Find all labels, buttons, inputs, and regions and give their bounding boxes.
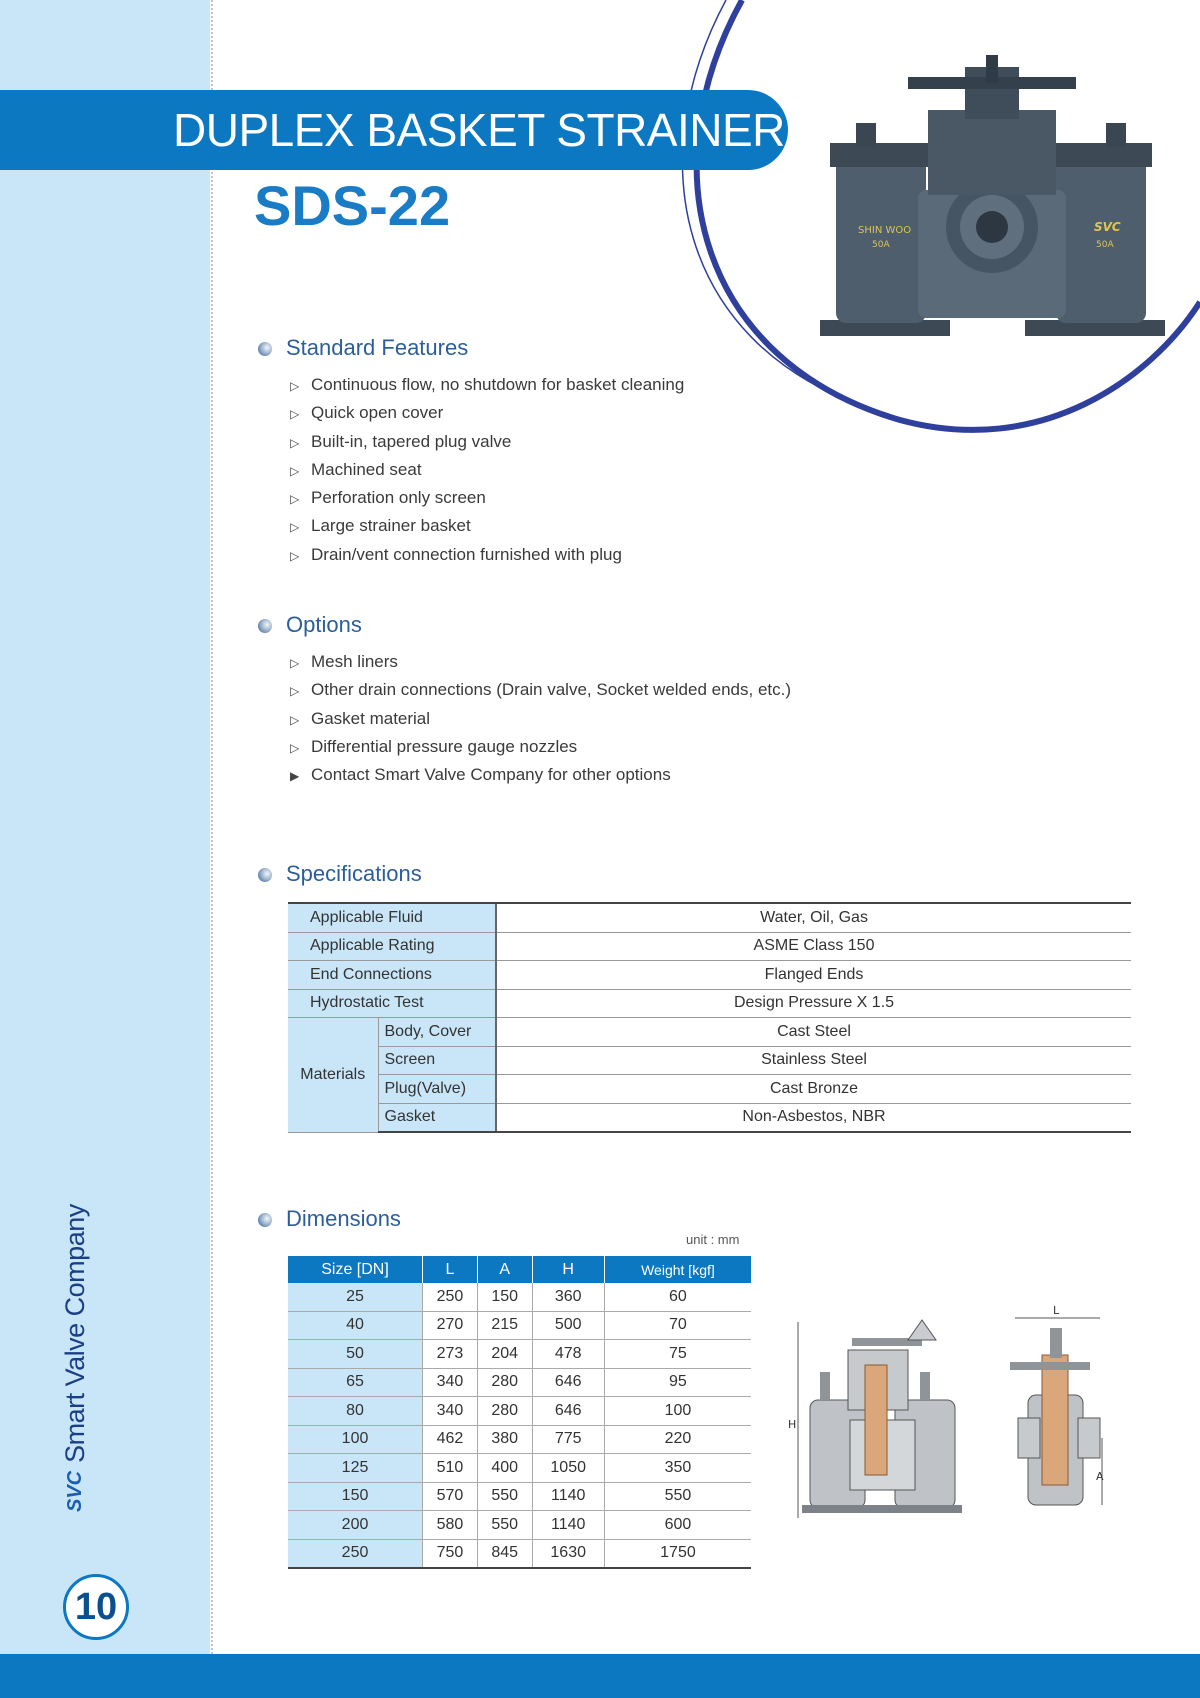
dimension-cell: 150	[477, 1283, 532, 1311]
dimension-cell: 646	[532, 1368, 604, 1397]
table-row	[288, 1340, 751, 1369]
material-part: Screen	[378, 1046, 496, 1075]
options-heading: Options	[258, 611, 362, 639]
standard-features-heading: Standard Features	[258, 334, 468, 362]
list-item: ▷ Differential pressure gauge nozzles	[290, 733, 791, 761]
dimension-cell: 1140	[532, 1482, 604, 1511]
dimension-cell: 580	[423, 1511, 478, 1540]
solid-triangle-bullet-icon: ▶	[290, 769, 300, 784]
table-row	[288, 932, 1131, 961]
drawing-label-h: H	[788, 1418, 797, 1431]
dimension-cell: 550	[477, 1511, 532, 1540]
options-list	[290, 648, 791, 789]
material-value: Cast Steel	[496, 1018, 1131, 1047]
column-header: A	[477, 1256, 532, 1283]
dimension-cell: 1050	[532, 1454, 604, 1483]
table-row	[288, 1511, 751, 1540]
drawing-label-l: L	[1053, 1304, 1060, 1317]
list-item: ▷ Other drain connections (Drain valve, Socket welded ends, etc.)	[290, 676, 791, 704]
product-photo	[820, 55, 1200, 345]
dimension-cell: 570	[423, 1482, 478, 1511]
photo-marking-right: SVC	[1094, 220, 1121, 234]
dimension-cell: 340	[423, 1397, 478, 1426]
dimension-cell: 400	[477, 1454, 532, 1483]
dimension-cell: 220	[604, 1425, 751, 1454]
model-number: SDS-22	[254, 174, 451, 237]
materials-label: Materials	[288, 1018, 378, 1133]
dimension-cell: 280	[477, 1368, 532, 1397]
dimension-drawing	[780, 1300, 1110, 1530]
dimension-cell: 100	[604, 1397, 751, 1426]
list-item: ▷ Quick open cover	[290, 399, 684, 427]
spec-label: End Connections	[288, 961, 496, 990]
dimensions-table-body	[288, 1283, 751, 1568]
section-bullet-icon	[258, 868, 272, 882]
dimension-cell: 1630	[532, 1539, 604, 1568]
spec-label: Applicable Fluid	[288, 903, 496, 932]
dimension-cell: 380	[477, 1425, 532, 1454]
size-cell: 80	[288, 1397, 423, 1426]
dimension-cell: 500	[532, 1311, 604, 1340]
table-row	[288, 903, 1131, 932]
list-item: ▶ Contact Smart Valve Company for other options	[290, 761, 791, 789]
dimension-cell: 360	[532, 1283, 604, 1311]
size-cell: 65	[288, 1368, 423, 1397]
triangle-bullet-icon: ▷	[290, 740, 300, 755]
size-cell: 150	[288, 1482, 423, 1511]
table-row	[288, 1368, 751, 1397]
triangle-bullet-icon: ▷	[290, 407, 300, 422]
column-header: Size [DN]	[288, 1256, 423, 1283]
list-item: ▷ Gasket material	[290, 705, 791, 733]
size-cell: 250	[288, 1539, 423, 1568]
page-number: 10	[63, 1574, 129, 1640]
table-row	[288, 1075, 1131, 1104]
triangle-bullet-icon: ▷	[290, 435, 300, 450]
table-row	[288, 989, 1131, 1018]
triangle-bullet-icon: ▷	[290, 548, 300, 563]
size-cell: 200	[288, 1511, 423, 1540]
dimension-cell: 215	[477, 1311, 532, 1340]
dimension-cell: 462	[423, 1425, 478, 1454]
size-cell: 100	[288, 1425, 423, 1454]
table-row	[288, 1454, 751, 1483]
dimension-cell: 280	[477, 1397, 532, 1426]
company-name: Smart Valve Company	[60, 1204, 90, 1463]
unit-note: unit : mm	[686, 1232, 740, 1247]
dimension-cell: 600	[604, 1511, 751, 1540]
dimension-cell: 1750	[604, 1539, 751, 1568]
dimension-cell: 775	[532, 1425, 604, 1454]
company-logo: SVC	[64, 1470, 86, 1512]
table-row	[288, 1425, 751, 1454]
triangle-bullet-icon: ▷	[290, 379, 300, 393]
dimension-cell: 273	[423, 1340, 478, 1369]
material-value: Cast Bronze	[496, 1075, 1131, 1104]
column-header: H	[532, 1256, 604, 1283]
dimension-cell: 75	[604, 1340, 751, 1369]
specifications-heading: Specifications	[258, 860, 422, 888]
triangle-bullet-icon: ▷	[290, 520, 300, 535]
size-cell: 50	[288, 1340, 423, 1369]
dimension-cell: 270	[423, 1311, 478, 1340]
section-bullet-icon	[258, 342, 272, 356]
table-header-row	[288, 1256, 751, 1283]
dimension-cell: 550	[604, 1482, 751, 1511]
section-bullet-icon	[258, 619, 272, 633]
spec-value: Water, Oil, Gas	[496, 903, 1131, 932]
list-item: ▷ Large strainer basket	[290, 512, 684, 540]
table-row	[288, 1046, 1131, 1075]
size-cell: 25	[288, 1283, 423, 1311]
size-cell: 125	[288, 1454, 423, 1483]
dimensions-table	[288, 1256, 751, 1569]
table-row	[288, 1539, 751, 1568]
spec-value: Design Pressure X 1.5	[496, 989, 1131, 1018]
standard-features-list	[290, 371, 684, 569]
page-title: DUPLEX BASKET STRAINER	[173, 104, 785, 156]
specifications-table	[288, 902, 1131, 1133]
spec-value: Flanged Ends	[496, 961, 1131, 990]
dimension-cell: 845	[477, 1539, 532, 1568]
table-row	[288, 1018, 1131, 1047]
photo-marking-left: SHIN WOO	[858, 225, 912, 236]
dimension-cell: 95	[604, 1368, 751, 1397]
spec-label: Applicable Rating	[288, 932, 496, 961]
dimension-cell: 250	[423, 1283, 478, 1311]
dimension-cell: 1140	[532, 1511, 604, 1540]
triangle-bullet-icon: ▷	[290, 463, 300, 478]
table-row	[288, 1482, 751, 1511]
photo-marking-left-sub: 50A	[872, 240, 890, 250]
table-row	[288, 1103, 1131, 1132]
column-header: Weight [kgf]	[604, 1256, 751, 1283]
triangle-bullet-icon: ▷	[290, 656, 300, 670]
list-item: ▷ Drain/vent connection furnished with plug	[290, 541, 684, 569]
dimension-cell: 750	[423, 1539, 478, 1568]
dimensions-heading: Dimensions	[258, 1205, 401, 1233]
dimension-cell: 646	[532, 1397, 604, 1426]
size-cell: 40	[288, 1311, 423, 1340]
dimension-cell: 204	[477, 1340, 532, 1369]
table-row	[288, 1311, 751, 1340]
spec-label: Hydrostatic Test	[288, 989, 496, 1018]
list-item: ▷ Mesh liners	[290, 648, 791, 676]
material-value: Non-Asbestos, NBR	[496, 1103, 1131, 1132]
drawing-label-a: A	[1096, 1470, 1104, 1483]
dimension-cell: 478	[532, 1340, 604, 1369]
dimension-cell: 340	[423, 1368, 478, 1397]
triangle-bullet-icon: ▷	[290, 684, 300, 699]
triangle-bullet-icon: ▷	[290, 712, 300, 727]
material-part: Body, Cover	[378, 1018, 496, 1047]
footer-bar	[0, 1654, 1200, 1698]
photo-marking-right-sub: 50A	[1096, 240, 1114, 250]
triangle-bullet-icon: ▷	[290, 492, 300, 507]
column-header: L	[423, 1256, 478, 1283]
list-item: ▷ Continuous flow, no shutdown for basket cleaning	[290, 371, 684, 399]
list-item: ▷ Built-in, tapered plug valve	[290, 428, 684, 456]
list-item: ▷ Machined seat	[290, 456, 684, 484]
list-item: ▷ Perforation only screen	[290, 484, 684, 512]
material-part: Gasket	[378, 1103, 496, 1132]
dimension-cell: 550	[477, 1482, 532, 1511]
spec-value: ASME Class 150	[496, 932, 1131, 961]
dimension-cell: 510	[423, 1454, 478, 1483]
dimension-cell: 60	[604, 1283, 751, 1311]
table-row	[288, 1283, 751, 1311]
dimension-cell: 70	[604, 1311, 751, 1340]
material-value: Stainless Steel	[496, 1046, 1131, 1075]
table-row	[288, 1397, 751, 1426]
company-brand	[60, 1204, 91, 1512]
material-part: Plug(Valve)	[378, 1075, 496, 1104]
table-row	[288, 961, 1131, 990]
dimension-cell: 350	[604, 1454, 751, 1483]
section-bullet-icon	[258, 1213, 272, 1227]
